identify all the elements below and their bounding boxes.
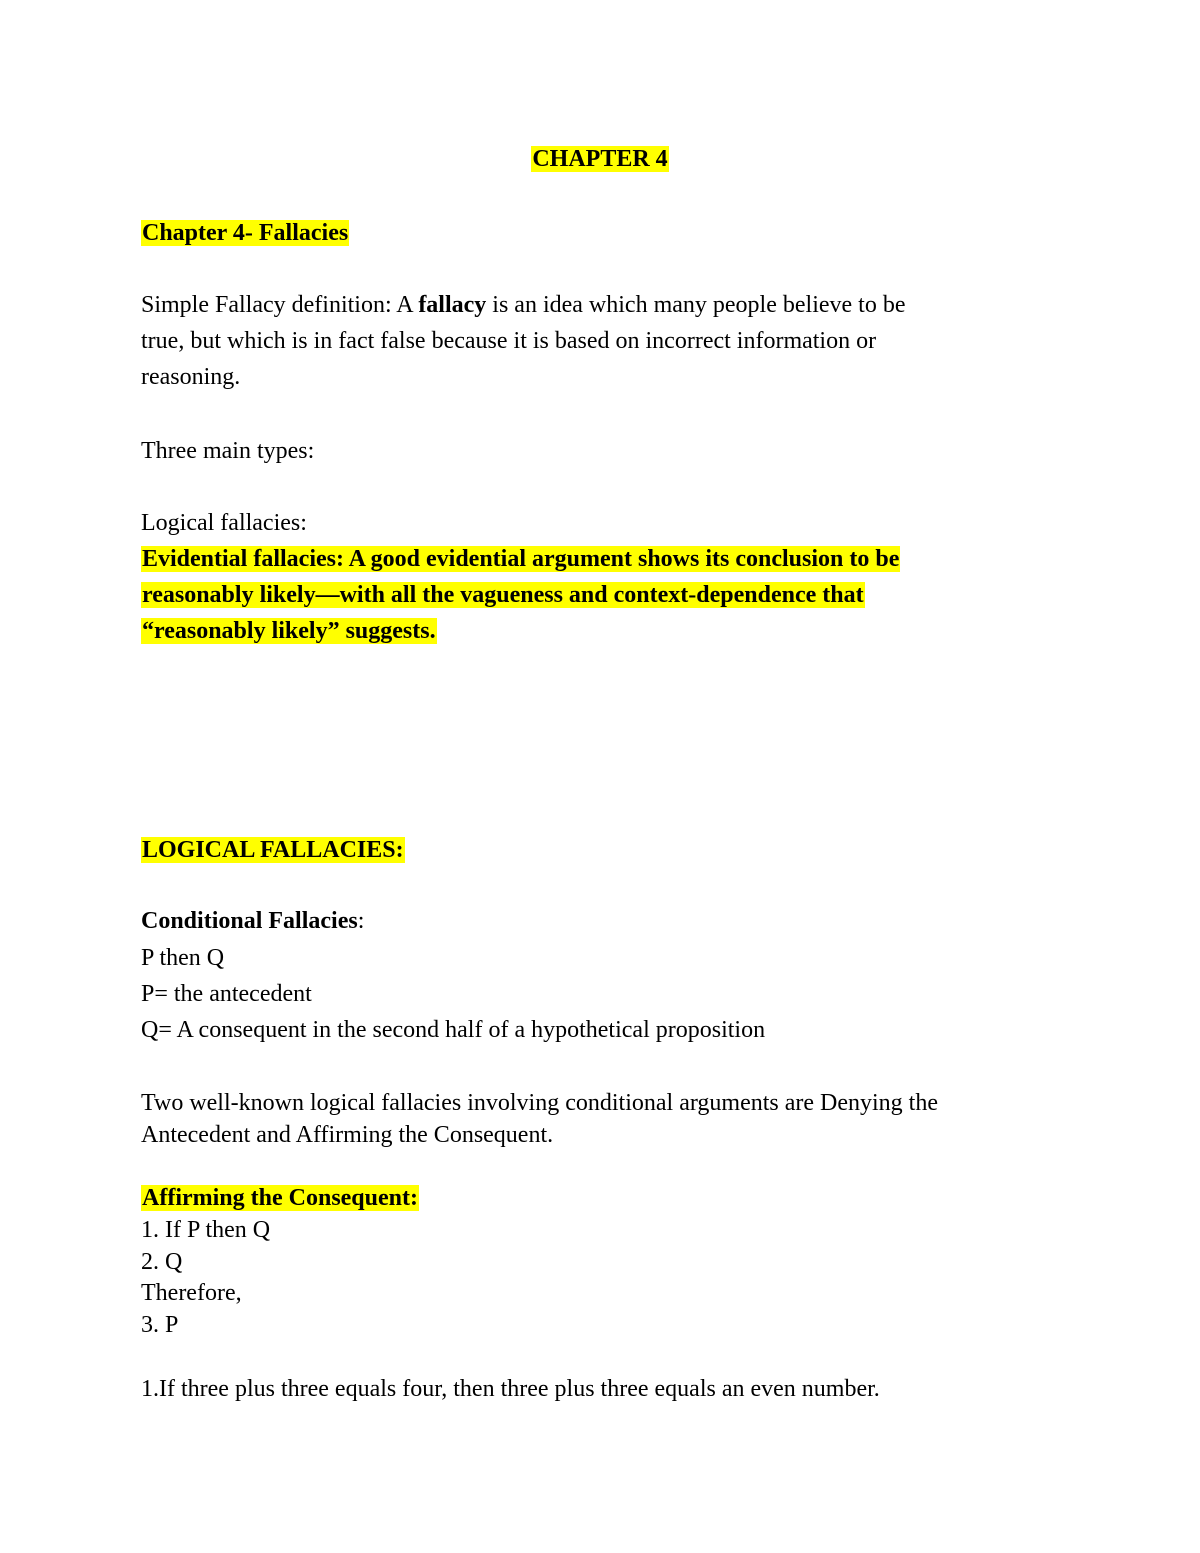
chapter-subtitle-text: Chapter 4- Fallacies	[142, 220, 349, 246]
definition-prefix: Simple Fallacy definition: A	[141, 292, 419, 318]
two-known-line-1: Two well-known logical fallacies involving conditional arguments are Denying the	[141, 1090, 939, 1116]
definition-rest: is an idea which many people believe to be	[486, 292, 906, 318]
conditional-line-3: Q= A consequent in the second half of a hypothetical proposition	[141, 1017, 766, 1043]
definition-line-2: true, but which is in fact false because it is based on incorrect information or	[141, 328, 877, 354]
three-main-types: Three main types:	[141, 438, 315, 464]
chapter-subtitle	[141, 218, 349, 248]
logical-fallacies-label: Logical fallacies:	[141, 510, 307, 536]
affirming-heading	[141, 1183, 419, 1213]
definition-term: fallacy	[418, 292, 487, 318]
evidential-line-3	[141, 616, 437, 646]
evidential-text-1: Evidential fallacies: A good evidential argument shows its conclusion to be	[142, 546, 900, 572]
logical-fallacies-heading	[141, 835, 405, 865]
evidential-line-1	[141, 544, 900, 574]
evidential-text-2: reasonably likely—with all the vagueness and context-dependence that	[142, 582, 864, 608]
affirming-step-2: 2. Q	[141, 1249, 183, 1275]
affirming-heading-text: Affirming the Consequent:	[142, 1185, 418, 1211]
chapter-title	[0, 144, 1200, 174]
definition-line-3: reasoning.	[141, 364, 241, 390]
example-line: 1.If three plus three equals four, then three plus three equals an even number.	[141, 1376, 880, 1402]
conditional-line-1: P then Q	[141, 945, 225, 971]
evidential-text-3: “reasonably likely” suggests.	[142, 618, 436, 644]
affirming-step-3: 3. P	[141, 1312, 179, 1338]
logical-fallacies-heading-text: LOGICAL FALLACIES:	[142, 837, 404, 863]
evidential-line-2	[141, 580, 865, 610]
two-known-line-2: Antecedent and Affirming the Consequent.	[141, 1122, 554, 1148]
conditional-line-2: P= the antecedent	[141, 981, 312, 1007]
definition-line-1	[141, 290, 906, 320]
conditional-heading	[141, 906, 364, 936]
chapter-title-text: CHAPTER 4	[532, 146, 668, 172]
affirming-therefore: Therefore,	[141, 1280, 242, 1306]
affirming-step-1: 1. If P then Q	[141, 1217, 271, 1243]
conditional-heading-colon: :	[357, 908, 365, 934]
conditional-heading-text: Conditional Fallacies	[141, 908, 358, 934]
